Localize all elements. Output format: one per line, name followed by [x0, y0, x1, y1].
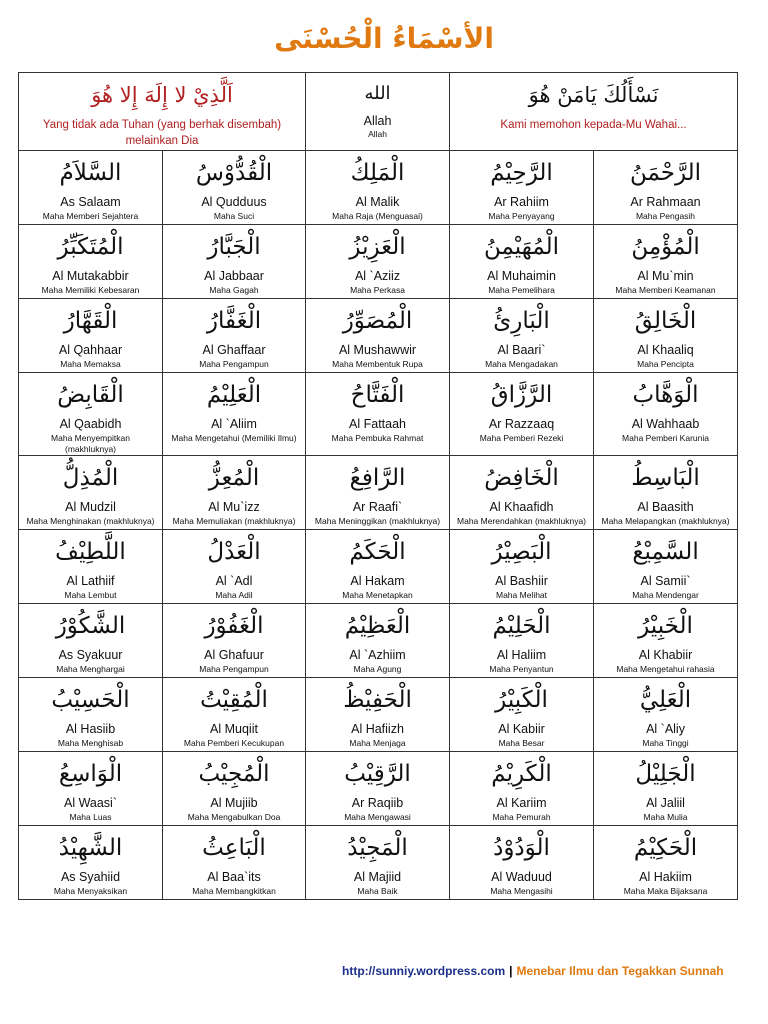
name-cell [450, 299, 594, 373]
name-cell [163, 826, 306, 900]
name-meaning: Maha Gagah [209, 285, 259, 295]
name-cell [19, 299, 163, 373]
name-cell [19, 604, 163, 678]
name-arabic: الْحَلِيْمُ [492, 613, 551, 639]
name-arabic: الرَّحِيْمُ [490, 160, 553, 186]
name-cell [594, 752, 738, 826]
name-arabic: الْجَبَّارُ [207, 234, 261, 260]
name-arabic: الْمُعِزُّ [208, 465, 260, 491]
name-meaning: Maha Luas [69, 812, 112, 822]
name-cell [450, 225, 594, 299]
name-latin: Al Jaliil [646, 796, 685, 810]
name-meaning: Maha Merendahkan (makhluknya) [457, 516, 586, 526]
footer-link[interactable]: http://sunniy.wordpress.com [342, 964, 506, 978]
name-cell [594, 678, 738, 752]
name-meaning: Maha Memuliakan (makhluknya) [172, 516, 296, 526]
name-meaning: Maha Mendengar [632, 590, 699, 600]
name-meaning: Maha Menetapkan [342, 590, 413, 600]
header-center-cell [306, 73, 450, 151]
name-cell [450, 826, 594, 900]
header-right-text: Kami memohon kepada-Mu Wahai... [500, 119, 687, 131]
name-arabic: الْغَفُوْرُ [204, 613, 264, 639]
name-cell [450, 373, 594, 456]
name-meaning: Maha Menjaga [349, 738, 406, 748]
name-arabic: الْمُؤْمِنُ [631, 234, 700, 260]
name-cell [19, 225, 163, 299]
name-arabic: الْقَهَّارُ [63, 308, 118, 334]
name-meaning: Maha Penyayang [488, 211, 555, 221]
name-latin: Ar Raqiib [351, 796, 404, 810]
name-cell [163, 604, 306, 678]
names-row [19, 373, 738, 456]
name-latin: Al `Aliim [211, 417, 257, 431]
name-cell [306, 456, 450, 530]
name-arabic: الْحَفِيْظُ [343, 687, 412, 713]
name-latin: Al `Aziiz [354, 269, 401, 283]
name-latin: Al Baari` [497, 343, 546, 357]
name-arabic: الْوَاسِعُ [58, 761, 123, 787]
name-latin: Al Hasiib [65, 722, 116, 736]
name-cell [594, 456, 738, 530]
name-meaning: Maha Mengabulkan Doa [187, 812, 281, 822]
name-meaning: Maha Mengasihi [490, 886, 553, 896]
name-cell [306, 678, 450, 752]
page-title: الأسْمَاءُ الْحُسْنَى [274, 22, 494, 55]
name-cell [19, 373, 163, 456]
name-latin: Al Samii` [640, 574, 691, 588]
name-latin: As Syahiid [60, 870, 121, 884]
name-cell [594, 225, 738, 299]
name-latin: Al Waasi` [63, 796, 117, 810]
name-cell [450, 604, 594, 678]
name-latin: Al Bashiir [495, 574, 548, 588]
name-latin: Ar Razzaaq [488, 417, 555, 431]
name-arabic: الْحَسِيْبُ [51, 687, 130, 713]
name-latin: Al Qahhaar [58, 343, 123, 357]
names-row [19, 678, 738, 752]
name-cell [19, 456, 163, 530]
name-arabic: الْحَكَمُ [349, 539, 406, 565]
name-arabic: الْكَرِيْمُ [491, 761, 552, 787]
name-meaning: Maha Pengampun [199, 359, 269, 369]
name-arabic: الْعَظِيْمُ [344, 613, 411, 639]
name-arabic: الْوَهَّابُ [632, 382, 699, 408]
name-latin: Al Hakiim [639, 870, 692, 884]
name-arabic: الْكَبِيْرُ [495, 687, 548, 713]
name-latin: Al Muqiit [210, 722, 258, 736]
name-cell [163, 752, 306, 826]
name-meaning: Maha Mengadakan [485, 359, 558, 369]
name-arabic: الْبَاعِثُ [202, 835, 266, 861]
name-latin: Al Kabiir [498, 722, 545, 736]
allah-meaning: Allah [368, 129, 387, 139]
names-row [19, 225, 738, 299]
name-cell [163, 530, 306, 604]
name-latin: Al Waduud [491, 870, 552, 884]
name-meaning: Maha Tinggi [642, 738, 689, 748]
name-latin: As Salaam [60, 195, 121, 209]
name-latin: Al Baasith [637, 500, 694, 514]
names-row [19, 456, 738, 530]
header-right-arabic: نَسْأَلُكَ يَامَنْ هُوَ [528, 83, 659, 107]
header-row [19, 73, 738, 151]
name-latin: Al Qaabidh [59, 417, 122, 431]
name-arabic: السَّلاَمُ [59, 160, 122, 186]
name-arabic: الْبَصِيْرُ [491, 539, 552, 565]
name-latin: Al Majiid [353, 870, 402, 884]
name-cell [19, 752, 163, 826]
name-arabic: الْقُدُّوْسُ [195, 160, 273, 186]
name-latin: Ar Rahmaan [630, 195, 701, 209]
name-arabic: الْمُجِيْبُ [198, 761, 270, 787]
name-latin: Al Qudduus [201, 195, 267, 209]
name-latin: Al Khabiir [638, 648, 693, 662]
name-cell [594, 604, 738, 678]
name-arabic: الشَّهِيْدُ [58, 835, 123, 861]
name-arabic: الْحَكِيْمُ [633, 835, 698, 861]
name-meaning: Maha Menyempitkan (makhluknya) [51, 433, 130, 454]
name-meaning: Maha Menyaksikan [53, 886, 128, 896]
name-arabic: الْمُذِلُّ [62, 465, 119, 491]
name-latin: Al Mudzil [65, 500, 116, 514]
name-latin: Al Haliim [496, 648, 547, 662]
name-latin: Al Wahhaab [631, 417, 700, 431]
name-latin: Ar Rahiim [494, 195, 549, 209]
name-latin: Al Malik [355, 195, 400, 209]
name-meaning: Maha Pemurah [492, 812, 551, 822]
name-meaning: Maha Memberi Sejahtera [42, 211, 139, 221]
name-meaning: Maha Raja (Menguasai) [332, 211, 423, 221]
name-arabic: الرَّزَّاقُ [490, 382, 553, 408]
name-arabic: الْمَجِيْدُ [347, 835, 408, 861]
name-latin: Al `Aliy [646, 722, 685, 736]
name-meaning: Maha Menghisab [57, 738, 124, 748]
name-meaning: Maha Penyantun [489, 664, 554, 674]
name-latin: Ar Raafi` [352, 500, 403, 514]
name-arabic: الرَّحْمَنُ [629, 160, 702, 186]
name-cell [306, 604, 450, 678]
names-row [19, 299, 738, 373]
name-latin: Al Kariim [496, 796, 547, 810]
name-latin: Al `Azhiim [349, 648, 406, 662]
name-cell [594, 299, 738, 373]
name-cell [163, 678, 306, 752]
name-meaning: Maha Melihat [496, 590, 548, 600]
names-row [19, 151, 738, 225]
name-cell [19, 826, 163, 900]
name-latin: Al Jabbaar [204, 269, 264, 283]
name-meaning: Maha Besar [498, 738, 545, 748]
name-latin: Al Hafiizh [351, 722, 404, 736]
name-cell [306, 373, 450, 456]
footer [342, 964, 724, 978]
name-meaning: Maha Meninggikan (makhluknya) [314, 516, 441, 526]
name-cell [19, 151, 163, 225]
name-latin: Al Ghaffaar [202, 343, 266, 357]
names-row [19, 752, 738, 826]
name-meaning: Maha Maka Bijaksana [623, 886, 708, 896]
name-cell [594, 373, 738, 456]
name-cell [306, 151, 450, 225]
header-left-cell [19, 73, 306, 151]
name-cell [594, 151, 738, 225]
name-latin: Al Ghafuur [204, 648, 264, 662]
asmaul-husna-table [18, 72, 738, 900]
name-arabic: الْقَابِضُ [57, 382, 124, 408]
name-arabic: الْجَلِيْلُ [635, 761, 696, 787]
name-meaning: Maha Pemberi Kecukupan [183, 738, 285, 748]
name-meaning: Maha Memaksa [60, 359, 121, 369]
allah-latin: Allah [363, 114, 392, 128]
name-cell [19, 530, 163, 604]
name-cell [450, 530, 594, 604]
name-arabic: الْعَدْلُ [207, 539, 261, 565]
name-meaning: Maha Mengawasi [344, 812, 411, 822]
name-arabic: الْعَزِيْزُ [349, 234, 406, 260]
name-cell [450, 456, 594, 530]
name-meaning: Maha Mulia [643, 812, 688, 822]
name-arabic: الْخَافِضُ [484, 465, 559, 491]
name-arabic: الْعَلِيْمُ [206, 382, 262, 408]
name-meaning: Maha Membentuk Rupa [332, 359, 423, 369]
name-latin: Al Baa`its [207, 870, 261, 884]
name-arabic: الْخَبِيْرُ [638, 613, 693, 639]
name-meaning: Maha Pemelihara [488, 285, 555, 295]
name-meaning: Maha Menghargai [56, 664, 125, 674]
name-latin: Al Mushawwir [338, 343, 417, 357]
footer-separator: | [509, 964, 513, 978]
name-cell [306, 530, 450, 604]
name-meaning: Maha Pengasih [635, 211, 696, 221]
name-arabic: الْفَتَّاحُ [350, 382, 405, 408]
name-arabic: الْمُصَوِّرُ [342, 308, 413, 334]
name-arabic: الْعَلِيُّ [639, 687, 692, 713]
name-cell [163, 373, 306, 456]
name-arabic: الْوَدُوْدُ [493, 835, 550, 861]
name-arabic: الْبَاسِطُ [631, 465, 700, 491]
name-cell [163, 456, 306, 530]
name-latin: Al Mu`izz [208, 500, 260, 514]
name-cell [594, 530, 738, 604]
name-arabic: الْمُقِيْتُ [200, 687, 268, 713]
name-meaning: Maha Memiliki Kebesaran [41, 285, 140, 295]
name-arabic: الشَّكُوْرُ [55, 613, 126, 639]
name-latin: Al Khaafidh [489, 500, 554, 514]
name-arabic: الرَّافِعُ [349, 465, 406, 491]
header-left-arabic: اَلَّذِيْ لا إِلَهَ إِلا هُوَ [91, 83, 233, 107]
allah-arabic: الله [364, 83, 391, 104]
name-cell [163, 151, 306, 225]
name-cell [306, 299, 450, 373]
name-meaning: Maha Mengetahui rahasia [616, 664, 715, 674]
names-row [19, 604, 738, 678]
name-meaning: Maha Mengetahui (Memiliki Ilmu) [171, 433, 297, 443]
name-arabic: الْمَلِكُ [350, 160, 405, 186]
name-latin: Al `Adl [215, 574, 253, 588]
name-meaning: Maha Pemberi Karunia [622, 433, 709, 443]
name-meaning: Maha Lembut [64, 590, 117, 600]
name-meaning: Maha Baik [357, 886, 398, 896]
name-meaning: Maha Agung [353, 664, 402, 674]
name-arabic: الْغَفَّارُ [206, 308, 262, 334]
name-cell [306, 752, 450, 826]
name-arabic: السَّمِيْعُ [632, 539, 699, 565]
name-cell [450, 678, 594, 752]
name-latin: Al Mu`min [637, 269, 694, 283]
footer-tagline: Menebar Ilmu dan Tegakkan Sunnah [516, 964, 724, 978]
name-arabic: الْمُتَكَبِّرُ [57, 234, 124, 260]
name-latin: As Syakuur [58, 648, 123, 662]
name-meaning: Maha Adil [215, 590, 253, 600]
name-arabic: اللَّطِيْفُ [55, 539, 126, 565]
name-cell [19, 678, 163, 752]
name-arabic: الْخَالِقُ [634, 308, 697, 334]
name-latin: Al Fattaah [349, 417, 406, 431]
name-cell [594, 826, 738, 900]
name-meaning: Maha Perkasa [350, 285, 405, 295]
name-arabic: الْمُهَيْمِنُ [483, 234, 560, 260]
name-latin: Al Mujiib [210, 796, 258, 810]
name-meaning: Maha Memberi Keamanan [615, 285, 716, 295]
header-left-text: Yang tidak ada Tuhan (yang berhak disembah) melainkan Dia [42, 119, 282, 147]
name-latin: Al Mutakabbir [52, 269, 129, 283]
names-row [19, 530, 738, 604]
name-meaning: Maha Pemberi Rezeki [479, 433, 564, 443]
name-latin: Al Hakam [350, 574, 405, 588]
name-meaning: Maha Pencipta [637, 359, 694, 369]
name-cell [450, 151, 594, 225]
name-cell [163, 299, 306, 373]
name-cell [306, 225, 450, 299]
name-cell [163, 225, 306, 299]
name-meaning: Maha Suci [213, 211, 255, 221]
name-latin: Al Khaaliq [637, 343, 694, 357]
name-cell [450, 752, 594, 826]
name-arabic: الْبَارِئُ [493, 308, 550, 334]
name-arabic: الرَّقِيْبُ [344, 761, 411, 787]
name-meaning: Maha Menghinakan (makhluknya) [26, 516, 155, 526]
name-meaning: Maha Melapangkan (makhluknya) [601, 516, 730, 526]
name-meaning: Maha Pengampun [199, 664, 269, 674]
name-latin: Al Muhaimin [487, 269, 556, 283]
name-latin: Al Lathiif [66, 574, 115, 588]
name-cell [306, 826, 450, 900]
header-right-cell [450, 73, 738, 151]
names-row [19, 826, 738, 900]
name-meaning: Maha Membangkitkan [192, 886, 276, 896]
name-meaning: Maha Pembuka Rahmat [331, 433, 424, 443]
